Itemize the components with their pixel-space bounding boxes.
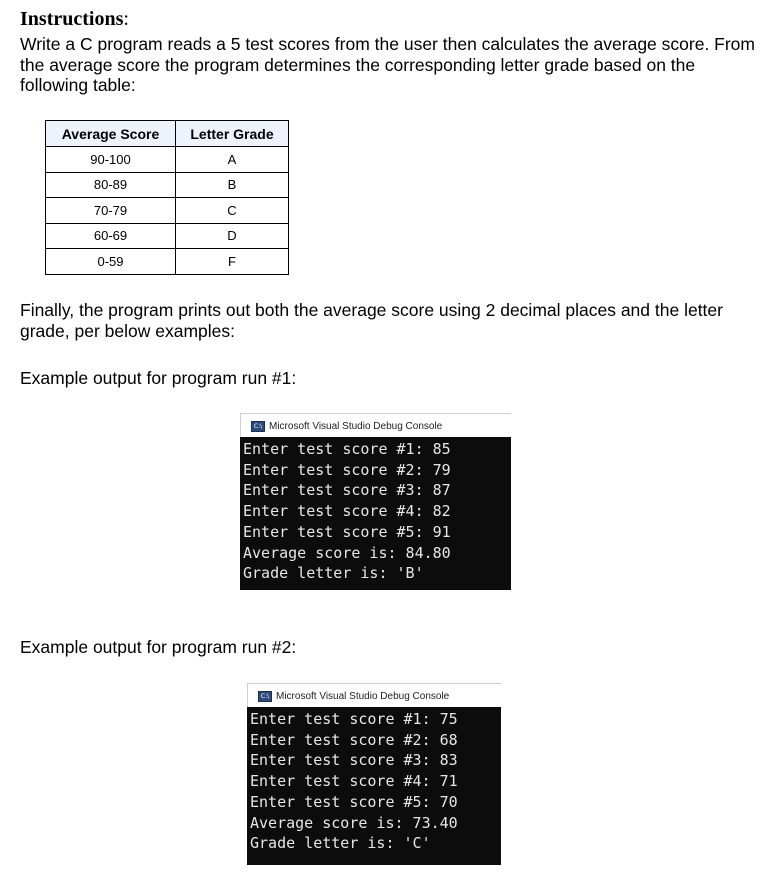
console-line: Enter test score #3: 83 — [250, 751, 458, 770]
console-title: Microsoft Visual Studio Debug Console — [269, 420, 443, 432]
debug-console-run-1 — [240, 413, 511, 590]
console-line: Enter test score #5: 70 — [250, 792, 458, 811]
console-line: Grade letter is: 'B' — [243, 564, 424, 583]
intro-paragraph: Write a C program reads a 5 test scores from the user then calculates the average score. From the average score the program determines the corresponding letter grade based on the following table: — [20, 34, 755, 95]
header-average-score: Average Score — [46, 121, 176, 147]
score-range-cell: 80-89 — [46, 172, 176, 198]
letter-cell: F — [176, 249, 289, 275]
console-titlebar — [247, 683, 501, 708]
score-range-cell: 90-100 — [46, 147, 176, 173]
letter-cell: B — [176, 172, 289, 198]
console-line: Average score is: 73.40 — [250, 813, 458, 832]
table-row — [46, 249, 289, 275]
console-output — [240, 437, 511, 590]
score-range-cell: 0-59 — [46, 249, 176, 275]
console-icon: C:\ — [251, 421, 265, 432]
console-line: Enter test score #5: 91 — [243, 522, 451, 541]
console-line: Enter test score #3: 87 — [243, 481, 451, 500]
heading-colon: : — [123, 8, 129, 30]
console-output — [247, 707, 501, 865]
debug-console-run-2 — [247, 683, 501, 865]
table-row — [46, 198, 289, 224]
console-titlebar — [240, 413, 511, 438]
table-row — [46, 223, 289, 249]
console-line: Enter test score #1: 75 — [250, 710, 458, 728]
table-row — [46, 172, 289, 198]
finally-paragraph: Finally, the program prints out both the average score using 2 decimal places and the letter grade, per below examples: — [20, 300, 723, 341]
grade-table — [45, 120, 289, 275]
console-line: Enter test score #2: 68 — [250, 730, 458, 749]
console-line: Grade letter is: 'C' — [250, 834, 431, 853]
example1-label: Example output for program run #1: — [20, 368, 297, 388]
table-row — [46, 147, 289, 173]
letter-cell: A — [176, 147, 289, 173]
letter-cell: C — [176, 198, 289, 224]
console-line: Enter test score #4: 82 — [243, 502, 451, 521]
instructions-heading — [20, 7, 129, 31]
letter-cell: D — [176, 223, 289, 249]
heading-title: Instructions — [20, 8, 124, 30]
example2-label: Example output for program run #2: — [20, 637, 297, 657]
score-range-cell: 70-79 — [46, 198, 176, 224]
header-letter-grade: Letter Grade — [176, 121, 289, 147]
console-line: Enter test score #1: 85 — [243, 440, 451, 458]
console-title: Microsoft Visual Studio Debug Console — [276, 690, 450, 702]
console-line: Average score is: 84.80 — [243, 543, 451, 562]
console-line: Enter test score #2: 79 — [243, 460, 451, 479]
console-line: Enter test score #4: 71 — [250, 772, 458, 791]
console-icon: C:\ — [258, 691, 272, 702]
score-range-cell: 60-69 — [46, 223, 176, 249]
table-header-row — [46, 121, 289, 147]
